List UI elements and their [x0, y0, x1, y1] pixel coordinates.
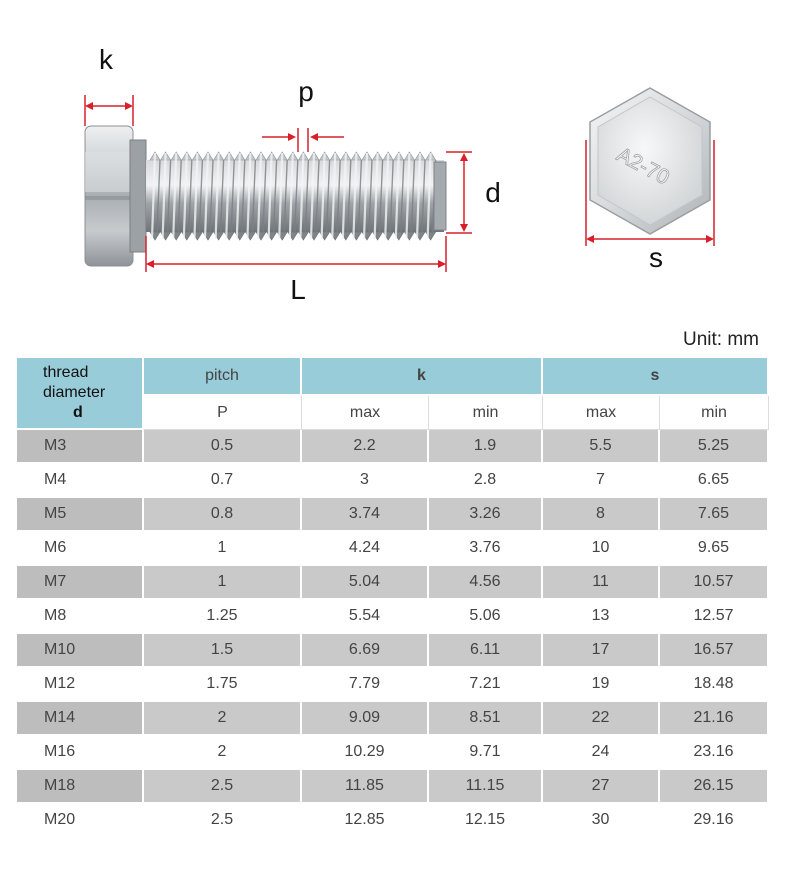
table-row: [17, 702, 769, 736]
bolt-head-side: [85, 126, 146, 266]
label-L: L: [290, 274, 306, 305]
table-cell: 6.69: [302, 634, 429, 668]
table-cell: 9.65: [660, 532, 769, 566]
label-d: d: [485, 177, 501, 208]
table-cell: 27: [543, 770, 660, 804]
table-cell: 3.26: [429, 498, 543, 532]
table-cell: 8: [543, 498, 660, 532]
table-cell: M4: [17, 464, 144, 498]
spec-table: [17, 358, 769, 838]
table-row: [17, 634, 769, 668]
label-s: s: [649, 242, 663, 273]
table-cell: 18.48: [660, 668, 769, 702]
header-s-max: max: [543, 396, 660, 430]
table-cell: 5.04: [302, 566, 429, 600]
table-row: [17, 464, 769, 498]
table-cell: M20: [17, 804, 144, 838]
table-row: [17, 736, 769, 770]
table-cell: 1.75: [144, 668, 302, 702]
table-cell: 2.5: [144, 804, 302, 838]
table-cell: 3.76: [429, 532, 543, 566]
header-thread-line1: thread: [43, 364, 89, 381]
table-cell: 0.7: [144, 464, 302, 498]
table-row: [17, 532, 769, 566]
bolt-head-top: [590, 88, 710, 234]
table-cell: 7.21: [429, 668, 543, 702]
head-marking: A2-70: [612, 142, 674, 190]
table-cell: 2.8: [429, 464, 543, 498]
table-cell: M6: [17, 532, 144, 566]
table-cell: M5: [17, 498, 144, 532]
table-cell: 9.09: [302, 702, 429, 736]
table-cell: 5.25: [660, 430, 769, 464]
bolt-shaft: [146, 152, 446, 240]
table-cell: 2: [144, 736, 302, 770]
table-cell: 5.5: [543, 430, 660, 464]
table-cell: 1: [144, 532, 302, 566]
table-cell: 24: [543, 736, 660, 770]
table-cell: 3: [302, 464, 429, 498]
table-cell: 2.5: [144, 770, 302, 804]
table-cell: 12.15: [429, 804, 543, 838]
table-cell: M7: [17, 566, 144, 600]
table-cell: 10: [543, 532, 660, 566]
table-cell: 10.57: [660, 566, 769, 600]
table-cell: 21.16: [660, 702, 769, 736]
table-row: [17, 770, 769, 804]
table-cell: 9.71: [429, 736, 543, 770]
table-row: [17, 668, 769, 702]
table-cell: 7.65: [660, 498, 769, 532]
table-cell: 6.11: [429, 634, 543, 668]
bolt-diagram: [0, 0, 790, 320]
header-thread-line2: diameter: [43, 384, 106, 401]
table-cell: 8.51: [429, 702, 543, 736]
table-cell: 6.65: [660, 464, 769, 498]
table-cell: 11.15: [429, 770, 543, 804]
table-cell: 1.25: [144, 600, 302, 634]
table-cell: 12.57: [660, 600, 769, 634]
header-k: k: [302, 358, 543, 396]
header-pitch: pitch: [144, 358, 302, 396]
table-cell: 2.2: [302, 430, 429, 464]
table-row: [17, 430, 769, 464]
unit-label: Unit: mm: [683, 329, 759, 350]
table-cell: 1: [144, 566, 302, 600]
table-row: [17, 498, 769, 532]
table-cell: M14: [17, 702, 144, 736]
table-cell: 12.85: [302, 804, 429, 838]
table-cell: 5.06: [429, 600, 543, 634]
table-cell: 1.5: [144, 634, 302, 668]
table-cell: 7.79: [302, 668, 429, 702]
header-s: s: [543, 358, 769, 396]
table-cell: 0.5: [144, 430, 302, 464]
label-p: p: [298, 76, 314, 107]
table-cell: M18: [17, 770, 144, 804]
table-row: [17, 600, 769, 634]
table-cell: 29.16: [660, 804, 769, 838]
table-cell: 26.15: [660, 770, 769, 804]
table-cell: 30: [543, 804, 660, 838]
table-cell: 16.57: [660, 634, 769, 668]
table-row: [17, 804, 769, 838]
table-cell: 4.56: [429, 566, 543, 600]
header-thread-diameter: [17, 358, 144, 430]
label-k: k: [99, 44, 113, 75]
table-cell: M3: [17, 430, 144, 464]
table-cell: M16: [17, 736, 144, 770]
header-k-min: min: [429, 396, 543, 430]
header-pitch-symbol: P: [144, 396, 302, 430]
table-cell: 4.24: [302, 532, 429, 566]
header-thread-symbol: d: [73, 404, 83, 421]
table-cell: 3.74: [302, 498, 429, 532]
table-cell: 0.8: [144, 498, 302, 532]
table-cell: 13: [543, 600, 660, 634]
table-cell: 7: [543, 464, 660, 498]
table-cell: 11: [543, 566, 660, 600]
table-cell: 23.16: [660, 736, 769, 770]
header-s-min: min: [660, 396, 769, 430]
table-cell: M8: [17, 600, 144, 634]
table-cell: 5.54: [302, 600, 429, 634]
table-cell: 2: [144, 702, 302, 736]
table-cell: 10.29: [302, 736, 429, 770]
table-cell: 11.85: [302, 770, 429, 804]
table-cell: M10: [17, 634, 144, 668]
header-k-max: max: [302, 396, 429, 430]
table-cell: 22: [543, 702, 660, 736]
table-cell: 1.9: [429, 430, 543, 464]
table-row: [17, 566, 769, 600]
table-cell: M12: [17, 668, 144, 702]
header-row-1: [17, 358, 769, 396]
table-cell: 19: [543, 668, 660, 702]
table-cell: 17: [543, 634, 660, 668]
